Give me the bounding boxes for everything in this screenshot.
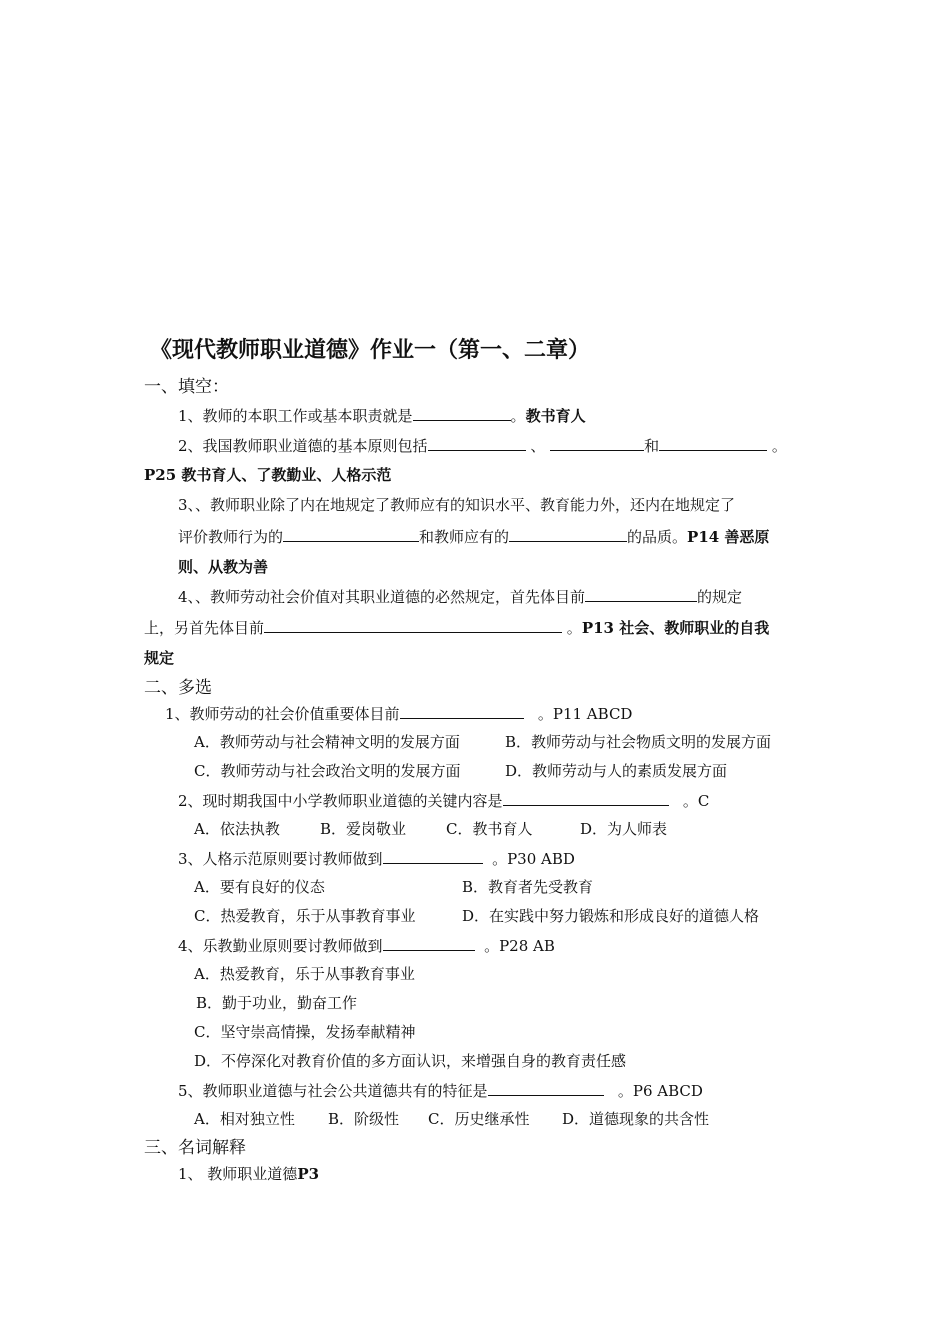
option-d: D．为人师表 — [580, 820, 668, 838]
question-text: 4、、教师劳动社会价值对其职业道德的必然规定，首先体目前 — [178, 588, 586, 606]
option-b: B．勤于功业，勤奋工作 — [196, 994, 358, 1012]
option-c: C．教师劳动与社会政治文明的发展方面 — [194, 762, 461, 780]
option-b: B．爱岗敬业 — [320, 820, 407, 838]
option-b: B．阶级性 — [328, 1110, 400, 1128]
question-text: 和教师应有的 — [419, 528, 510, 546]
option-c: C．坚守崇高情操，发扬奉献精神 — [194, 1023, 416, 1041]
question-text: 。 — [566, 619, 582, 637]
answer-text: P13 社会、教师职业的自我 — [581, 619, 770, 637]
question-text: 上，另首先体目前 — [144, 619, 265, 637]
multi-question-2 — [178, 790, 709, 811]
option-d: D．教师劳动与人的素质发展方面 — [505, 762, 728, 780]
separator: 和 — [644, 437, 660, 455]
option-a: A．要有良好的仪态 — [194, 878, 325, 896]
question-text: 3、人格示范原则要讨教师做到 — [178, 850, 383, 868]
term-question-1 — [178, 1164, 319, 1184]
multi-question-1 — [165, 703, 632, 724]
fill-question-3-line2 — [178, 526, 769, 547]
section-heading-fill: 一、填空： — [144, 377, 229, 397]
option-a: A．热爱教育，乐于从事教育事业 — [194, 965, 415, 983]
answer-blank — [550, 435, 644, 451]
answer-blank — [413, 405, 511, 421]
option-a: A．教师劳动与社会精神文明的发展方面 — [194, 733, 460, 751]
question-text: 评价教师行为的 — [178, 528, 284, 546]
question-text: 4、乐教勤业原则要讨教师做到 — [178, 937, 383, 955]
answer-blank — [283, 526, 419, 542]
answer-text: P25 教书育人、了教勤业、人格示范 — [144, 466, 392, 484]
separator: 。 — [771, 437, 787, 455]
answer-text: 。P6 ABCD — [617, 1082, 703, 1100]
answer-text: 规定 — [144, 649, 175, 667]
answer-text: 教书育人 — [525, 407, 586, 425]
answer-blank — [383, 935, 475, 951]
answer-text: P14 善恶原 — [687, 528, 770, 546]
page-title: 《现代教师职业道德》作业一（第一、二章） — [150, 338, 591, 363]
answer-blank — [659, 435, 767, 451]
answer-text: 。C — [682, 792, 710, 810]
option-d: D．在实践中努力锻炼和形成良好的道德人格 — [462, 907, 760, 925]
answer-blank — [503, 790, 669, 806]
answer-text: P3 — [297, 1165, 320, 1183]
answer-blank — [488, 1080, 604, 1096]
option-d: D．道德现象的共含性 — [562, 1110, 710, 1128]
answer-blank — [509, 526, 627, 542]
question-text: 1、 教师职业道德 — [178, 1165, 298, 1183]
fill-question-4-line1 — [178, 586, 742, 607]
question-text: 的品质。 — [627, 528, 688, 546]
answer-text: 。P30 ABD — [492, 850, 575, 868]
section-heading-multi: 二、多选 — [144, 678, 212, 698]
fill-question-1 — [178, 405, 586, 426]
question-text: 1、教师劳动的社会价值重要体目前 — [165, 705, 400, 723]
option-b: B．教师劳动与社会物质文明的发展方面 — [505, 733, 772, 751]
answer-text: 。P11 ABCD — [537, 705, 633, 723]
fill-question-2 — [178, 435, 787, 456]
answer-blank — [428, 435, 526, 451]
answer-blank — [400, 703, 524, 719]
question-text: 2、我国教师职业道德的基本原则包括 — [178, 437, 428, 455]
question-text: 1、教师的本职工作或基本职责就是 — [178, 407, 413, 425]
option-c: C．热爱教育，乐于从事教育事业 — [194, 907, 416, 925]
option-a: A．依法执教 — [194, 820, 280, 838]
answer-text: 则、从教为善 — [178, 558, 269, 576]
option-a: A．相对独立性 — [194, 1110, 295, 1128]
option-c: C．历史继承性 — [428, 1110, 530, 1128]
fill-question-3-line1: 3、、教师职业除了内在地规定了教师应有的知识水平、教育能力外，还内在地规定了 — [178, 496, 736, 514]
question-text: 2、现时期我国中小学教师职业道德的关键内容是 — [178, 792, 503, 810]
multi-question-5 — [178, 1080, 703, 1101]
option-c: C．教书育人 — [446, 820, 533, 838]
answer-blank — [585, 586, 697, 602]
fill-question-4-line2 — [144, 617, 769, 638]
question-text: 5、教师职业道德与社会公共道德共有的特征是 — [178, 1082, 488, 1100]
multi-question-3 — [178, 848, 575, 869]
multi-question-4 — [178, 935, 555, 956]
answer-blank — [383, 848, 483, 864]
separator: 、 — [530, 437, 546, 455]
answer-text: 。P28 AB — [484, 937, 555, 955]
question-text: 。 — [510, 407, 526, 425]
option-d: D．不停深化对教育价值的多方面认识，来增强自身的教育责任感 — [194, 1052, 627, 1070]
section-heading-terms: 三、名词解释 — [144, 1138, 246, 1158]
option-b: B．教育者先受教育 — [462, 878, 594, 896]
question-text: 的规定 — [697, 588, 743, 606]
answer-blank — [264, 617, 562, 633]
